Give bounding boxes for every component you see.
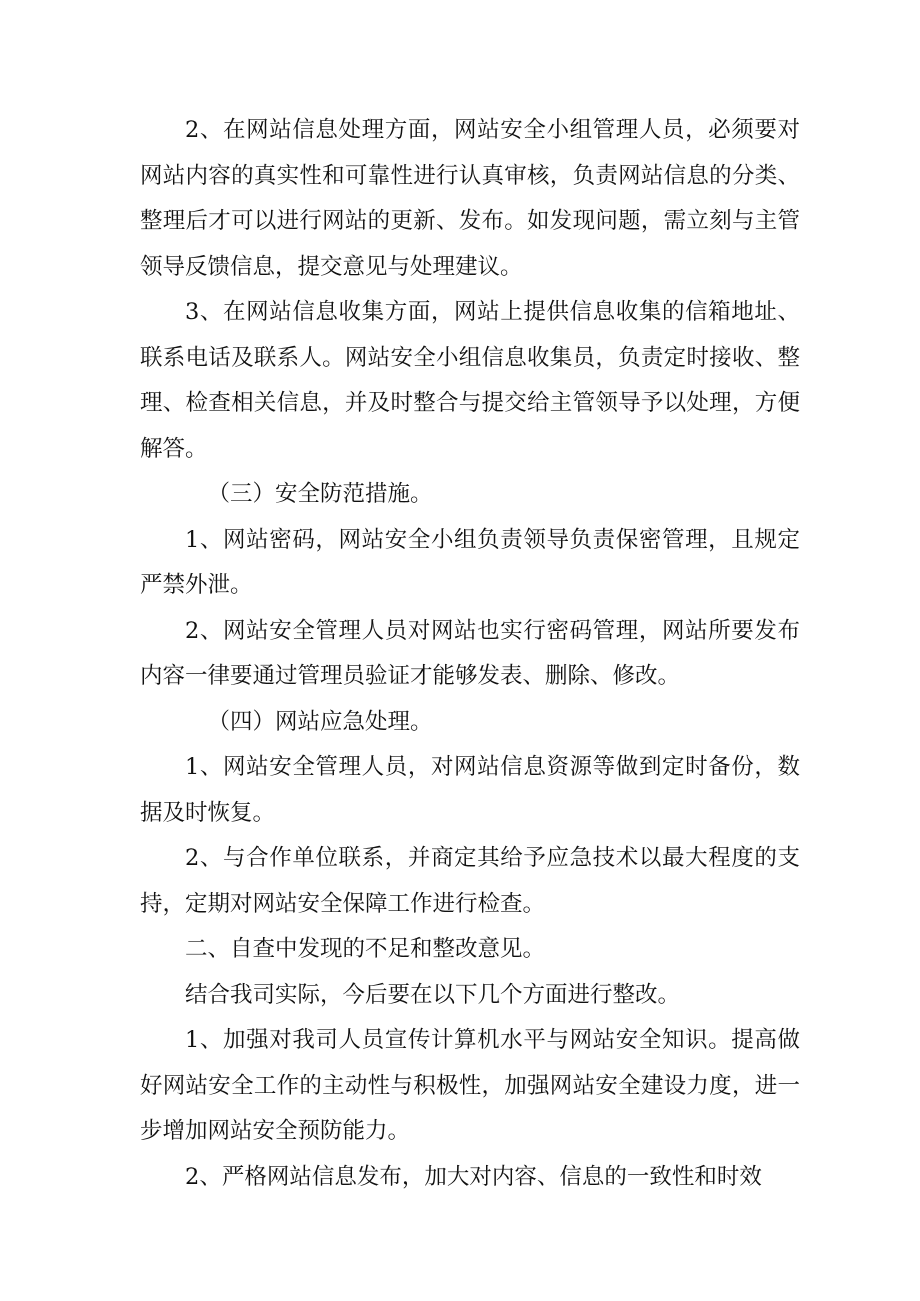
paragraph-website-password: 1、网站密码，网站安全小组负责领导负责保密管理，且规定严禁外泄。 — [140, 526, 800, 598]
paragraph-password-management: 2、网站安全管理人员对网站也实行密码管理，网站所要发布内容一律要通过管理员验证才能够发表、删除、修改。 — [140, 617, 800, 689]
paragraph-strengthen-awareness: 1、加强对我司人员宣传计算机水平与网站安全知识。提高做好网站安全工作的主动性与积极性，加强网站安全建设力度，进一步增加网站安全预防能力。 — [140, 1027, 800, 1144]
paragraph-info-collection: 3、在网站信息收集方面，网站上提供信息收集的信箱地址、联系电话及联系人。网站安全小组信息收集员，负责定时接收、整理、检查相关信息，并及时整合与提交给主管领导予以处理，方便解答。 — [140, 299, 800, 462]
paragraph-backup: 1、网站安全管理人员，对网站信息资源等做到定时备份，数据及时恢复。 — [140, 754, 800, 826]
section-heading-security-measures: （三）安全防范措施。 — [207, 481, 433, 507]
paragraph-rectification-intro: 结合我司实际，今后要在以下几个方面进行整改。 — [185, 981, 681, 1008]
paragraph-info-processing: 2、在网站信息处理方面，网站安全小组管理人员，必须要对网站内容的真实性和可靠性进行认真审核，负责网站信息的分类、整理后才可以进行网站的更新、发布。如发现问题，需立刻与主管领导反馈信息，提交意见与处理建议。 — [140, 117, 800, 280]
section-heading-shortcomings: 二、自查中发现的不足和整改意见。 — [185, 936, 546, 962]
document-page — [140, 108, 800, 1200]
section-heading-emergency-handling: （四）网站应急处理。 — [207, 708, 433, 735]
paragraph-strict-publishing: 2、严格网站信息发布，加大对内容、信息的一致性和时效 — [185, 1163, 762, 1190]
paragraph-partner-support: 2、与合作单位联系，并商定其给予应急技术以最大程度的支持，定期对网站安全保障工作进行检查。 — [140, 845, 800, 917]
